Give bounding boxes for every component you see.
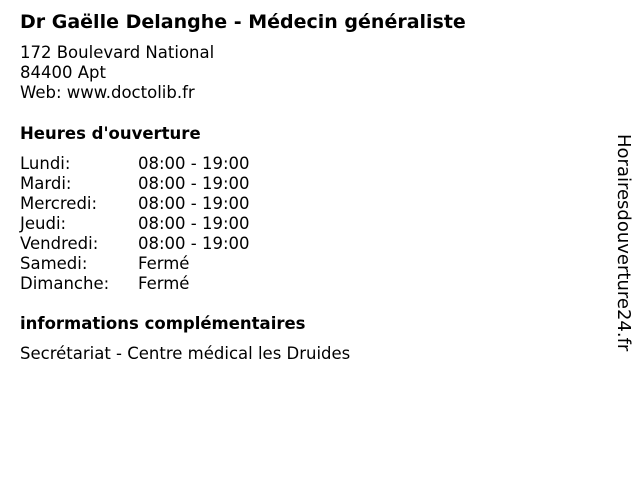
opening-hours-table [20,154,250,294]
hours-value: 08:00 - 19:00 [138,234,250,253]
hours-row-monday [20,154,250,174]
day-label: Samedi: [20,254,88,273]
hours-row-saturday [20,254,250,274]
day-label: Vendredi: [20,234,99,253]
address-city: 84400 Apt [20,63,106,82]
hours-row-friday [20,234,250,254]
page-title: Dr Gaëlle Delanghe - Médecin généraliste [20,11,466,33]
hours-value: 08:00 - 19:00 [138,174,250,193]
day-label: Lundi: [20,154,71,173]
hours-value: 08:00 - 19:00 [138,194,250,213]
hours-row-thursday [20,214,250,234]
day-label: Jeudi: [20,214,67,233]
additional-info-text: Secrétariat - Centre médical les Druides [20,344,351,363]
hours-row-tuesday [20,174,250,194]
hours-row-sunday [20,274,250,294]
address-web: Web: www.doctolib.fr [20,83,195,102]
opening-hours-heading: Heures d'ouverture [20,124,201,143]
hours-value: 08:00 - 19:00 [138,154,250,173]
day-label: Mercredi: [20,194,98,213]
watermark [611,134,635,352]
hours-value: Fermé [138,274,190,293]
hours-value: Fermé [138,254,190,273]
hours-row-wednesday [20,194,250,214]
hours-value: 08:00 - 19:00 [138,214,250,233]
day-label: Mardi: [20,174,72,193]
day-label: Dimanche: [20,274,110,293]
additional-info-heading: informations complémentaires [20,314,306,333]
address-street: 172 Boulevard National [20,43,215,62]
watermark-text: Horairesdouverture24.fr [613,134,634,352]
address-block [20,43,214,103]
